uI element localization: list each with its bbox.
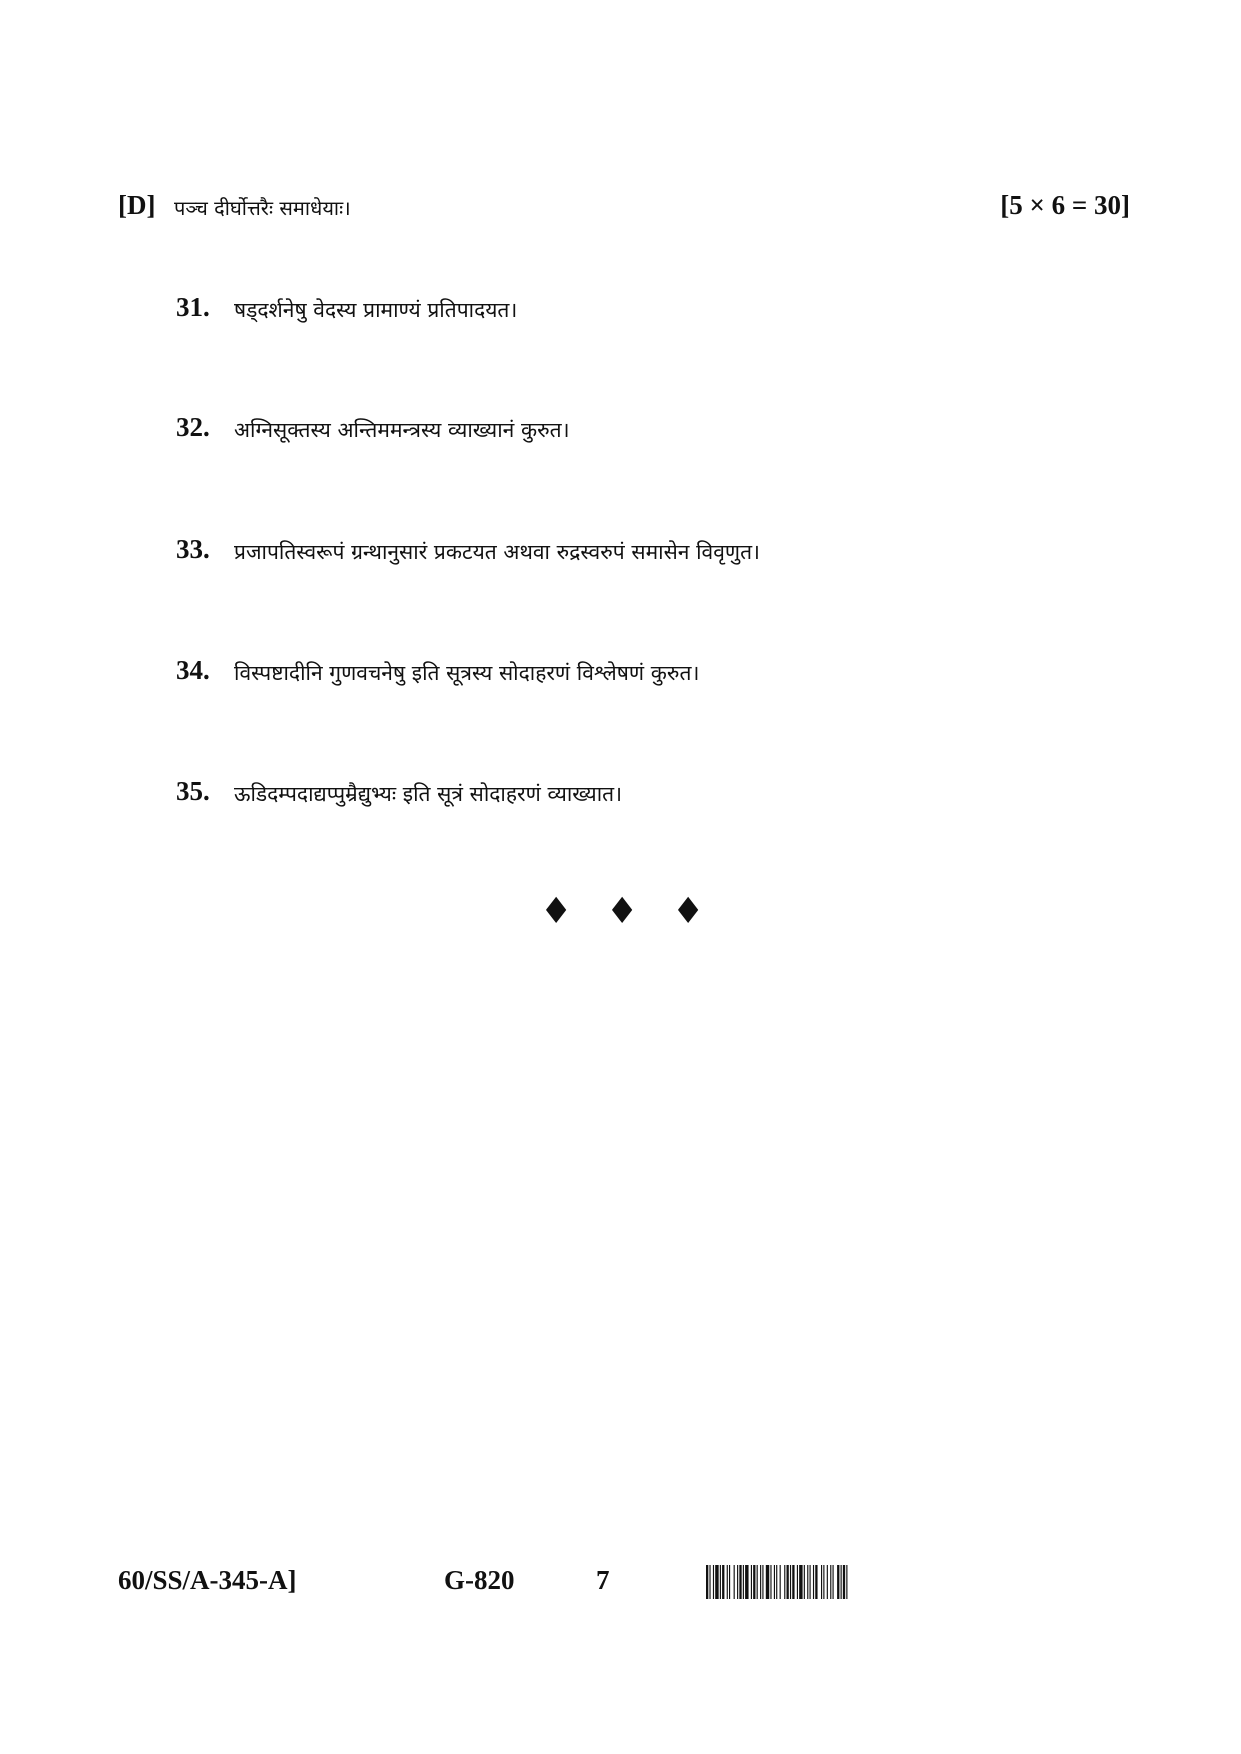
question-text: अग्निसूक्तस्य अन्तिममन्त्रस्य व्याख्यानं कुरुत।	[234, 418, 570, 442]
page-number: 7	[596, 1565, 610, 1595]
question-text: प्रजापतिस्वरूपं ग्रन्थानुसारं प्रकटयत अथवा रुद्रस्वरुपं समासेन विवृणुत।	[234, 540, 761, 564]
question-text: विस्पष्टादीनि गुणवचनेषु इति सूत्रस्य सोदाहरणं विश्लेषणं कुरुत।	[234, 661, 700, 685]
paper-series: G-820	[444, 1565, 515, 1595]
question-number: 33.	[176, 534, 210, 564]
question-32	[176, 412, 1176, 452]
barcode-icon	[706, 1565, 938, 1599]
question-number: 32.	[176, 412, 210, 442]
question-33	[176, 534, 1176, 574]
question-number: 31.	[176, 292, 210, 322]
section-label: [D]	[118, 190, 156, 220]
end-of-section-marker	[540, 892, 710, 932]
question-31	[176, 292, 1176, 332]
question-number: 35.	[176, 776, 210, 806]
question-text: ऊडिदम्पदाद्यप्पुम्रैद्युभ्यः इति सूत्रं सोदाहरणं व्याख्यात।	[234, 782, 623, 806]
page-footer	[118, 1565, 1138, 1615]
diamond-icon: ♦	[606, 891, 639, 932]
paper-code: 60/SS/A-345-A]	[118, 1565, 297, 1595]
diamond-icon: ♦	[540, 891, 573, 932]
question-35	[176, 776, 1176, 816]
question-number: 34.	[176, 655, 210, 685]
section-instruction: पञ्च दीर्घोत्तरैः समाधेयाः।	[174, 196, 351, 220]
question-text: षड्दर्शनेषु वेदस्य प्रामाण्यं प्रतिपादयत।	[234, 298, 518, 322]
diamond-icon: ♦	[672, 891, 705, 932]
section-header	[118, 190, 1130, 230]
section-marks: [5 × 6 = 30]	[1000, 190, 1130, 220]
question-34	[176, 655, 1176, 695]
